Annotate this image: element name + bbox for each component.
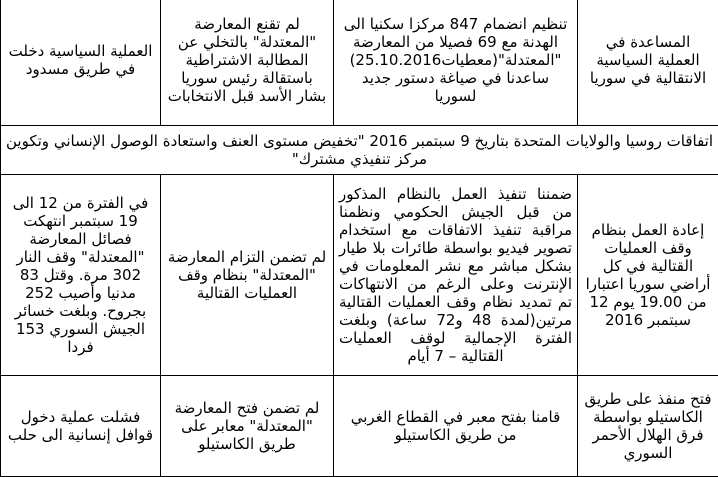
table-row: [1, 376, 718, 477]
table-cell: في الفترة من 12 الى 19 سبتمبر انتهكت فصائل المعارضة "المعتدلة" وقف النار 302 مرة. وقتل 83 مدنيا وأصيب 252 بجروح. وبلغت خسائر الجيش السوري 153 فردا: [1, 175, 161, 376]
table-cell: لم تضمن التزام المعارضة "المعتدلة" بنظام وقف العمليات القتالية: [161, 175, 334, 376]
table-row: [1, 175, 718, 376]
table-cell-full-width: اتفاقات روسيا والولايات المتحدة بتاريخ 9 سبتمبر 2016 "تخفيض مستوى العنف واستعادة الوصول الإنساني وتكوين مركز تنفيذي مشترك": [1, 126, 718, 175]
table-cell: المساعدة في العملية السياسية الانتقالية في سوريا: [578, 0, 718, 126]
table-cell: فتح منفذ على طريق الكاستيلو بواسطة فرق الهلال الأحمر السوري: [578, 376, 718, 477]
table-cell: ضمننا تنفيذ العمل بالنظام المذكور من قبل الجيش الحكومي ونظمنا مراقبة تنفيذ الاتفاقات مع استخدام تصوير فيديو بواسطة طائرات بلا طيار بشكل مباشر مع نشر المعلومات في الإنترنت وعلى الرغم من الانتهاكات تم تمديد نظام وقف العمليات القتالية مرتين(لمدة 48 و72 ساعة) وبلغت الفترة الإجمالية لوقف العمليات القتالية – 7 أيام: [334, 175, 578, 376]
table-cell: قامنا بفتح معبر في القطاع الغربي من طريق الكاستيلو: [334, 376, 578, 477]
table-cell: لم تقنع المعارضة "المعتدلة" بالتخلي عن المطالبة الاشتراطية باستقالة رئيس سوريا بشار الأسد قبل الانتخابات: [161, 0, 334, 126]
table-cell: تنظيم انضمام 847 مركزا سكنيا الى الهدنة مع 69 فصيلا من المعارضة "المعتدلة"(معطيات25.10.2016) ساعدنا في صياغة دستور جديد لسوريا: [334, 0, 578, 126]
table-cell: إعادة العمل بنظام وقف العمليات القتالية في كل أراضي سوريا اعتبارا من 19.00 يوم 12 سبتمبر 2016: [578, 175, 718, 376]
table-row: [1, 0, 718, 126]
table-cell: لم تضمن فتح المعارضة "المعتدلة" معابر على طريق الكاستيلو: [161, 376, 334, 477]
table-row: [1, 126, 718, 175]
table-cell: العملية السياسية دخلت في طريق مسدود: [1, 0, 161, 126]
table-cell: فشلت عملية دخول قوافل إنسانية الى حلب: [1, 376, 161, 477]
